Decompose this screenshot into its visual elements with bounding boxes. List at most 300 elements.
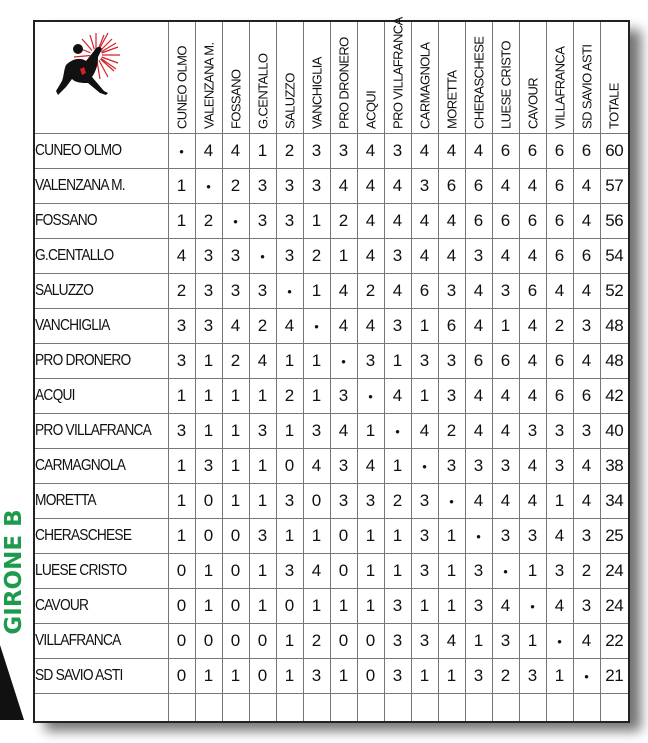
self-match-marker: • bbox=[222, 204, 249, 239]
points-cell: 3 bbox=[492, 274, 519, 309]
column-header-label: VILLAFRANCA bbox=[552, 46, 567, 129]
points-cell: 2 bbox=[330, 204, 357, 239]
column-header bbox=[168, 22, 195, 134]
total-points-cell: 21 bbox=[600, 659, 628, 694]
total-points-cell: 56 bbox=[600, 204, 628, 239]
points-cell: 4 bbox=[222, 134, 249, 169]
points-cell: 3 bbox=[573, 519, 600, 554]
team-name-text: CARMAGNOLA bbox=[35, 457, 126, 474]
points-cell: 4 bbox=[492, 414, 519, 449]
points-cell: 3 bbox=[276, 554, 303, 589]
points-cell: 4 bbox=[519, 484, 546, 519]
total-points-cell: 24 bbox=[600, 554, 628, 589]
column-header-label: MORETTA bbox=[444, 70, 459, 129]
points-cell: 4 bbox=[357, 134, 384, 169]
team-name bbox=[35, 379, 168, 414]
points-cell: 1 bbox=[168, 379, 195, 414]
points-cell: 3 bbox=[438, 344, 465, 379]
points-cell: 3 bbox=[195, 274, 222, 309]
points-cell: 2 bbox=[573, 554, 600, 589]
points-cell: 0 bbox=[357, 624, 384, 659]
empty-cell bbox=[519, 694, 546, 722]
points-cell: 6 bbox=[438, 169, 465, 204]
team-name bbox=[35, 309, 168, 344]
points-cell: 4 bbox=[357, 169, 384, 204]
total-points-cell: 22 bbox=[600, 624, 628, 659]
points-cell: 1 bbox=[303, 274, 330, 309]
points-cell: 1 bbox=[546, 659, 573, 694]
empty-cell bbox=[249, 694, 276, 722]
empty-cell bbox=[357, 694, 384, 722]
total-points-cell: 57 bbox=[600, 169, 628, 204]
team-name bbox=[35, 484, 168, 519]
points-cell: 1 bbox=[222, 484, 249, 519]
team-name-text: CUNEO OLMO bbox=[35, 142, 122, 159]
points-cell: 6 bbox=[411, 274, 438, 309]
table-row bbox=[35, 204, 628, 239]
points-cell: 3 bbox=[384, 239, 411, 274]
points-cell: 3 bbox=[384, 624, 411, 659]
points-cell: 4 bbox=[573, 204, 600, 239]
self-match-marker: • bbox=[276, 274, 303, 309]
points-cell: 4 bbox=[546, 274, 573, 309]
points-cell: 4 bbox=[573, 484, 600, 519]
points-cell: 4 bbox=[384, 204, 411, 239]
total-points-cell: 34 bbox=[600, 484, 628, 519]
table-row bbox=[35, 484, 628, 519]
points-cell: 0 bbox=[330, 624, 357, 659]
points-cell: 3 bbox=[330, 449, 357, 484]
points-cell: 3 bbox=[384, 309, 411, 344]
points-cell: 4 bbox=[519, 379, 546, 414]
points-cell: 4 bbox=[465, 379, 492, 414]
points-cell: 3 bbox=[357, 484, 384, 519]
points-cell: 4 bbox=[303, 449, 330, 484]
points-cell: 1 bbox=[303, 204, 330, 239]
points-cell: 1 bbox=[438, 519, 465, 554]
points-cell: 1 bbox=[330, 589, 357, 624]
points-cell: 1 bbox=[168, 169, 195, 204]
points-cell: 3 bbox=[411, 519, 438, 554]
points-cell: 3 bbox=[573, 309, 600, 344]
column-header-label: PRO VILLAFRANCA bbox=[390, 17, 405, 129]
points-cell: 4 bbox=[519, 239, 546, 274]
points-cell: 1 bbox=[222, 449, 249, 484]
points-cell: 4 bbox=[357, 239, 384, 274]
points-cell: 3 bbox=[168, 344, 195, 379]
empty-cell bbox=[276, 694, 303, 722]
points-cell: 2 bbox=[222, 344, 249, 379]
points-cell: 4 bbox=[492, 589, 519, 624]
points-cell: 4 bbox=[573, 344, 600, 379]
points-cell: 4 bbox=[249, 344, 276, 379]
points-cell: 3 bbox=[384, 589, 411, 624]
points-cell: 2 bbox=[276, 134, 303, 169]
column-header-label: FOSSANO bbox=[228, 69, 243, 129]
empty-cell bbox=[222, 694, 249, 722]
team-name bbox=[35, 624, 168, 659]
empty-cell bbox=[303, 694, 330, 722]
points-cell: 4 bbox=[519, 169, 546, 204]
self-match-marker: • bbox=[411, 449, 438, 484]
points-cell: 4 bbox=[330, 274, 357, 309]
standings-table-frame bbox=[33, 17, 630, 723]
points-cell: 4 bbox=[465, 134, 492, 169]
points-cell: 1 bbox=[438, 554, 465, 589]
points-cell: 1 bbox=[168, 204, 195, 239]
team-name bbox=[35, 134, 168, 169]
self-match-marker: • bbox=[465, 519, 492, 554]
points-cell: 2 bbox=[249, 309, 276, 344]
column-header bbox=[411, 22, 438, 134]
points-cell: 4 bbox=[168, 239, 195, 274]
points-cell: 1 bbox=[195, 589, 222, 624]
points-cell: 3 bbox=[465, 659, 492, 694]
points-cell: 3 bbox=[276, 239, 303, 274]
points-cell: 4 bbox=[411, 134, 438, 169]
points-cell: 1 bbox=[411, 309, 438, 344]
points-cell: 6 bbox=[519, 204, 546, 239]
total-points-cell: 48 bbox=[600, 309, 628, 344]
points-cell: 3 bbox=[546, 414, 573, 449]
column-header bbox=[330, 22, 357, 134]
points-cell: 3 bbox=[222, 274, 249, 309]
points-cell: 3 bbox=[168, 309, 195, 344]
points-cell: 3 bbox=[438, 274, 465, 309]
points-cell: 6 bbox=[519, 134, 546, 169]
column-header bbox=[303, 22, 330, 134]
points-cell: 6 bbox=[546, 344, 573, 379]
team-name-text: MORETTA bbox=[35, 492, 96, 509]
points-cell: 3 bbox=[195, 239, 222, 274]
points-cell: 0 bbox=[168, 554, 195, 589]
points-cell: 0 bbox=[195, 519, 222, 554]
team-name bbox=[35, 589, 168, 624]
column-header bbox=[195, 22, 222, 134]
points-cell: 3 bbox=[519, 519, 546, 554]
points-cell: 6 bbox=[519, 274, 546, 309]
team-name bbox=[35, 274, 168, 309]
group-label-text: GIRONE B bbox=[1, 509, 27, 635]
points-cell: 3 bbox=[465, 449, 492, 484]
team-name-text: ACQUI bbox=[35, 387, 75, 404]
column-header bbox=[384, 17, 411, 134]
points-cell: 4 bbox=[465, 484, 492, 519]
team-name bbox=[35, 169, 168, 204]
points-cell: 2 bbox=[303, 239, 330, 274]
team-name-text: PRO VILLAFRANCA bbox=[35, 422, 152, 439]
team-name-text: CAVOUR bbox=[35, 597, 89, 614]
empty-cell bbox=[384, 694, 411, 722]
points-cell: 4 bbox=[195, 134, 222, 169]
points-cell: 1 bbox=[168, 484, 195, 519]
points-cell: 3 bbox=[249, 274, 276, 309]
points-cell: 1 bbox=[303, 379, 330, 414]
points-cell: 3 bbox=[303, 134, 330, 169]
table-row bbox=[35, 169, 628, 204]
table-row bbox=[35, 554, 628, 589]
table-row bbox=[35, 134, 628, 169]
points-cell: 1 bbox=[465, 624, 492, 659]
table-row bbox=[35, 589, 628, 624]
points-cell: 1 bbox=[357, 414, 384, 449]
points-cell: 0 bbox=[276, 589, 303, 624]
points-cell: 1 bbox=[276, 519, 303, 554]
points-cell: 0 bbox=[222, 589, 249, 624]
points-cell: 3 bbox=[168, 414, 195, 449]
table-row bbox=[35, 659, 628, 694]
self-match-marker: • bbox=[357, 379, 384, 414]
self-match-marker: • bbox=[195, 169, 222, 204]
points-cell: 1 bbox=[249, 449, 276, 484]
decorative-triangle bbox=[0, 645, 24, 720]
self-match-marker: • bbox=[573, 659, 600, 694]
team-name-text: VILLAFRANCA bbox=[35, 632, 121, 649]
points-cell: 0 bbox=[168, 624, 195, 659]
empty-cell bbox=[600, 694, 628, 722]
points-cell: 3 bbox=[249, 414, 276, 449]
points-cell: 4 bbox=[519, 344, 546, 379]
column-header-label: SD SAVIO ASTI bbox=[579, 44, 594, 129]
points-cell: 0 bbox=[330, 519, 357, 554]
points-cell: 3 bbox=[438, 449, 465, 484]
column-header-label: VALENZANA M. bbox=[201, 42, 216, 129]
points-cell: 3 bbox=[438, 379, 465, 414]
points-cell: 4 bbox=[573, 169, 600, 204]
points-cell: 6 bbox=[573, 134, 600, 169]
points-cell: 1 bbox=[249, 484, 276, 519]
points-cell: 4 bbox=[519, 309, 546, 344]
total-points-cell: 52 bbox=[600, 274, 628, 309]
points-cell: 4 bbox=[546, 519, 573, 554]
empty-cell bbox=[168, 694, 195, 722]
head-to-head-points-table bbox=[35, 17, 628, 721]
points-cell: 2 bbox=[357, 274, 384, 309]
points-cell: 0 bbox=[168, 589, 195, 624]
points-cell: 3 bbox=[330, 379, 357, 414]
points-cell: 1 bbox=[411, 589, 438, 624]
team-name-text: LUESE CRISTO bbox=[35, 562, 127, 579]
column-header-label: G.CENTALLO bbox=[255, 53, 270, 129]
bicycle-kick-player-icon bbox=[52, 31, 122, 103]
points-cell: 0 bbox=[195, 484, 222, 519]
column-header-label: CARMAGNOLA bbox=[417, 42, 432, 129]
points-cell: 4 bbox=[465, 309, 492, 344]
points-cell: 4 bbox=[411, 204, 438, 239]
points-cell: 6 bbox=[465, 204, 492, 239]
points-cell: 3 bbox=[276, 484, 303, 519]
team-name-text: SALUZZO bbox=[35, 282, 94, 299]
points-cell: 4 bbox=[546, 589, 573, 624]
points-cell: 1 bbox=[438, 589, 465, 624]
column-header-total bbox=[600, 22, 628, 134]
empty-cell bbox=[492, 694, 519, 722]
points-cell: 1 bbox=[195, 659, 222, 694]
table-row bbox=[35, 624, 628, 659]
column-header bbox=[438, 22, 465, 134]
points-cell: 6 bbox=[465, 344, 492, 379]
points-cell: 1 bbox=[546, 484, 573, 519]
points-cell: 1 bbox=[519, 554, 546, 589]
points-cell: 4 bbox=[492, 379, 519, 414]
points-cell: 1 bbox=[249, 379, 276, 414]
table-row bbox=[35, 519, 628, 554]
points-cell: 1 bbox=[195, 344, 222, 379]
points-cell: 4 bbox=[222, 309, 249, 344]
points-cell: 1 bbox=[411, 659, 438, 694]
points-cell: 4 bbox=[492, 484, 519, 519]
points-cell: 3 bbox=[465, 554, 492, 589]
points-cell: 1 bbox=[303, 519, 330, 554]
team-name-text: VALENZANA M. bbox=[35, 177, 125, 194]
points-cell: 0 bbox=[222, 554, 249, 589]
points-cell: 4 bbox=[465, 414, 492, 449]
points-cell: 1 bbox=[384, 519, 411, 554]
self-match-marker: • bbox=[303, 309, 330, 344]
header-row bbox=[35, 22, 628, 134]
points-cell: 3 bbox=[492, 519, 519, 554]
column-header-label: LUESE CRISTO bbox=[498, 41, 513, 129]
points-cell: 4 bbox=[573, 449, 600, 484]
points-cell: 2 bbox=[303, 624, 330, 659]
points-cell: 1 bbox=[303, 344, 330, 379]
points-cell: 0 bbox=[249, 659, 276, 694]
points-cell: 3 bbox=[465, 239, 492, 274]
logo-cell bbox=[35, 22, 168, 134]
group-label bbox=[0, 508, 28, 636]
points-cell: 6 bbox=[573, 379, 600, 414]
column-header bbox=[519, 22, 546, 134]
column-header bbox=[249, 22, 276, 134]
points-cell: 1 bbox=[357, 519, 384, 554]
table-row bbox=[35, 274, 628, 309]
points-cell: 1 bbox=[195, 379, 222, 414]
points-cell: 4 bbox=[303, 554, 330, 589]
points-cell: 1 bbox=[357, 554, 384, 589]
team-name-text: CHERASCHESE bbox=[35, 527, 132, 544]
points-cell: 4 bbox=[438, 204, 465, 239]
points-cell: 4 bbox=[438, 134, 465, 169]
points-cell: 3 bbox=[249, 204, 276, 239]
points-cell: 3 bbox=[276, 204, 303, 239]
self-match-marker: • bbox=[384, 414, 411, 449]
points-cell: 0 bbox=[249, 624, 276, 659]
points-cell: 4 bbox=[519, 449, 546, 484]
self-match-marker: • bbox=[168, 134, 195, 169]
points-cell: 3 bbox=[546, 449, 573, 484]
team-name-text: VANCHIGLIA bbox=[35, 317, 110, 334]
points-cell: 1 bbox=[222, 379, 249, 414]
self-match-marker: • bbox=[519, 589, 546, 624]
column-header-label: ACQUI bbox=[363, 90, 378, 129]
total-points-cell: 42 bbox=[600, 379, 628, 414]
points-cell: 3 bbox=[411, 484, 438, 519]
column-header bbox=[573, 22, 600, 134]
points-cell: 0 bbox=[330, 554, 357, 589]
points-cell: 3 bbox=[546, 554, 573, 589]
table-row bbox=[35, 309, 628, 344]
empty-cell bbox=[573, 694, 600, 722]
points-cell: 3 bbox=[384, 659, 411, 694]
team-name bbox=[35, 239, 168, 274]
points-cell: 1 bbox=[276, 414, 303, 449]
points-cell: 3 bbox=[411, 169, 438, 204]
points-cell: 3 bbox=[519, 414, 546, 449]
self-match-marker: • bbox=[249, 239, 276, 274]
points-cell: 3 bbox=[222, 239, 249, 274]
points-cell: 4 bbox=[276, 309, 303, 344]
points-cell: 4 bbox=[384, 169, 411, 204]
points-cell: 3 bbox=[303, 659, 330, 694]
team-name bbox=[35, 554, 168, 589]
points-cell: 1 bbox=[276, 344, 303, 379]
points-cell: 3 bbox=[573, 414, 600, 449]
table-row bbox=[35, 239, 628, 274]
self-match-marker: • bbox=[492, 554, 519, 589]
column-header bbox=[492, 22, 519, 134]
points-cell: 4 bbox=[492, 239, 519, 274]
points-cell: 1 bbox=[384, 449, 411, 484]
column-header-label: CHERASCHESE bbox=[471, 36, 486, 129]
points-cell: 3 bbox=[573, 589, 600, 624]
points-cell: 3 bbox=[303, 169, 330, 204]
total-points-cell: 25 bbox=[600, 519, 628, 554]
team-name bbox=[35, 414, 168, 449]
points-cell: 1 bbox=[357, 589, 384, 624]
points-cell: 1 bbox=[249, 589, 276, 624]
table-row bbox=[35, 344, 628, 379]
column-header-label: PRO DRONERO bbox=[336, 37, 351, 129]
points-cell: 1 bbox=[276, 624, 303, 659]
points-cell: 4 bbox=[384, 274, 411, 309]
points-cell: 3 bbox=[492, 449, 519, 484]
points-cell: 6 bbox=[546, 239, 573, 274]
points-cell: 6 bbox=[465, 169, 492, 204]
points-cell: 1 bbox=[168, 519, 195, 554]
self-match-marker: • bbox=[330, 344, 357, 379]
column-header bbox=[357, 22, 384, 134]
points-cell: 6 bbox=[546, 379, 573, 414]
points-cell: 3 bbox=[249, 519, 276, 554]
points-cell: 1 bbox=[411, 379, 438, 414]
points-cell: 1 bbox=[492, 309, 519, 344]
points-cell: 6 bbox=[546, 204, 573, 239]
team-name-text: SD SAVIO ASTI bbox=[35, 667, 123, 684]
points-cell: 6 bbox=[492, 344, 519, 379]
points-cell: 1 bbox=[303, 589, 330, 624]
points-cell: 3 bbox=[303, 414, 330, 449]
points-cell: 0 bbox=[276, 449, 303, 484]
points-cell: 1 bbox=[168, 449, 195, 484]
points-cell: 3 bbox=[411, 344, 438, 379]
team-name bbox=[35, 344, 168, 379]
points-cell: 6 bbox=[573, 239, 600, 274]
points-cell: 2 bbox=[546, 309, 573, 344]
points-cell: 0 bbox=[195, 624, 222, 659]
points-cell: 4 bbox=[411, 414, 438, 449]
empty-cell bbox=[411, 694, 438, 722]
points-cell: 0 bbox=[222, 519, 249, 554]
column-header-label: CUNEO OLMO bbox=[174, 46, 189, 129]
column-header-label: VANCHIGLIA bbox=[309, 57, 324, 129]
empty-cell bbox=[438, 694, 465, 722]
team-name bbox=[35, 519, 168, 554]
points-cell: 3 bbox=[465, 589, 492, 624]
points-cell: 1 bbox=[249, 554, 276, 589]
column-header bbox=[546, 22, 573, 134]
points-cell: 3 bbox=[249, 169, 276, 204]
points-cell: 3 bbox=[195, 449, 222, 484]
